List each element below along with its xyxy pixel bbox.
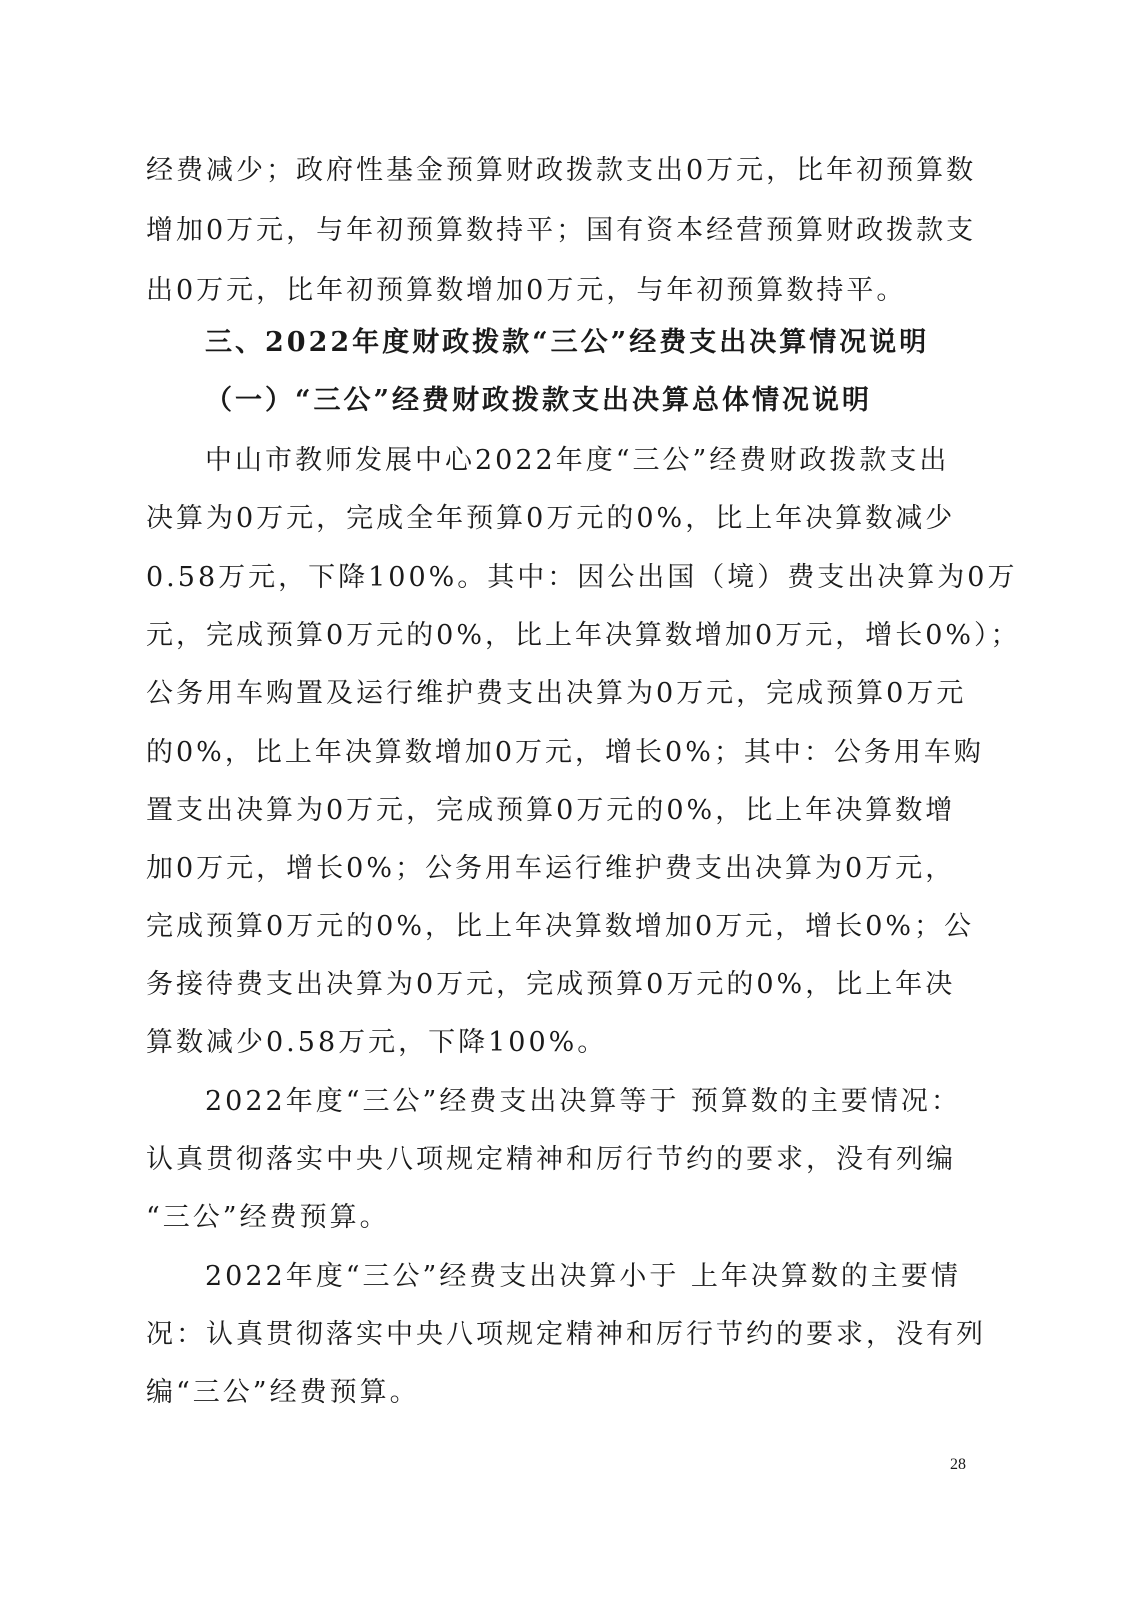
body-text-line: 置支出决算为0万元，完成预算0万元的0%，比上年决算数增 [146, 795, 956, 826]
body-text-line: 完成预算0万元的0%，比上年决算数增加0万元，增长0%；公 [146, 911, 975, 942]
body-text-line: 经费减少；政府性基金预算财政拨款支出0万元，比年初预算数 [146, 155, 977, 186]
paragraph-first-line: 2022年度“三公”经费支出决算等于 预算数的主要情况： [205, 1086, 961, 1117]
body-text-line: 况：认真贯彻落实中央八项规定精神和厉行节约的要求，没有列 [146, 1319, 986, 1350]
page-number: 28 [950, 1456, 966, 1473]
body-text-line: 认真贯彻落实中央八项规定精神和厉行节约的要求，没有列编 [146, 1144, 956, 1175]
body-text-line: 元，完成预算0万元的0%，比上年决算数增加0万元，增长0%）； [146, 620, 1021, 651]
body-text-line: 编“三公”经费预算。 [146, 1377, 420, 1408]
body-text-line: 务接待费支出决算为0万元，完成预算0万元的0%，比上年决 [146, 969, 956, 1000]
body-text-line: 加0万元，增长0%；公务用车运行维护费支出决算为0万元， [146, 853, 956, 884]
body-text-line: 的0%，比上年决算数增加0万元，增长0%；其中：公务用车购 [146, 737, 984, 768]
paragraph-first-line: 中山市教师发展中心2022年度“三公”经费财政拨款支出 [205, 445, 950, 476]
paragraph-first-line: 2022年度“三公”经费支出决算小于 上年决算数的主要情 [205, 1261, 961, 1292]
subsection-heading: （一）“三公”经费财政拨款支出决算总体情况说明 [205, 385, 873, 416]
section-heading: 三、2022年度财政拨款“三公”经费支出决算情况说明 [205, 327, 930, 358]
body-text-line: 决算为0万元，完成全年预算0万元的0%，比上年决算数减少 [146, 503, 956, 534]
body-text-line: 算数减少0.58万元，下降100%。 [146, 1027, 608, 1058]
body-text-line: “三公”经费预算。 [146, 1202, 390, 1233]
body-text-line: 公务用车购置及运行维护费支出决算为0万元，完成预算0万元 [146, 678, 967, 709]
body-text-line: 增加0万元，与年初预算数持平；国有资本经营预算财政拨款支 [146, 215, 977, 246]
body-text-line: 出0万元，比年初预算数增加0万元，与年初预算数持平。 [146, 275, 907, 306]
body-text-line: 0.58万元，下降100%。其中：因公出国（境）费支出决算为0万 [146, 562, 1018, 593]
